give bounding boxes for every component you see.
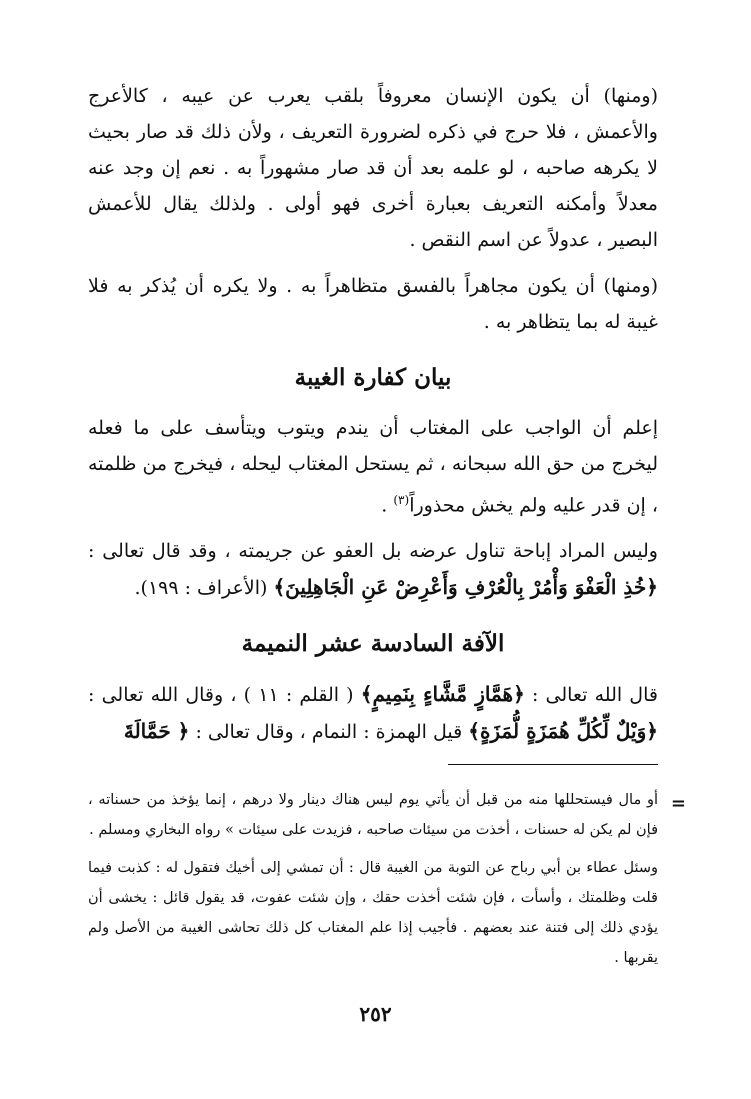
humaza-explanation: قيل الهمزة : النمام ، وقال تعالى : [195, 721, 463, 744]
page-number: ٢٥٢ [359, 1002, 392, 1026]
verse-reference-qalam: ( القلم : ١١ ) ، وقال الله تعالى : [88, 684, 354, 707]
paragraph-repentance [88, 410, 658, 523]
paragraph-known-nickname: (ومنها) أن يكون الإنسان معروفاً بلقب يعرب عن عيبه ، كالأعرج والأعمش ، فلا حرج في ذكره لضرورة التعريف ، ولأن ذلك قد صار بحيث لا يكرهه صاحبه ، لو علمه بعد أن قد صار مشهوراً به . نعم إن وجد عنه معدلاً وأمكنه التعريف بعبارة أخرى فهو أولى . ولذلك يقال للأعمش البصير ، عدولاً عن اسم النقص . [88, 85, 658, 251]
footnote-separator [448, 764, 658, 765]
namima-intro: قال الله تعالى : [531, 684, 658, 707]
section-heading-expiation: بيان كفارة الغيبة [294, 364, 452, 391]
quran-verse-masad: ﴿ حَمَّالَةَ [123, 719, 190, 744]
repentance-text: إعلم أن الواجب على المغتاب أن يندم ويتوب ويتأسف على ما فعله ليخرج من حق الله سبحانه ، ثم يستحل المغتاب ليحله ، فيخرج من ظلمته ، إن قدر عليه ولم يخش محذوراً [88, 417, 658, 517]
quran-verse-qalam: ﴿هَمَّازٍ مَّشَّاءٍ بِنَمِيمٍ﴾ [360, 682, 525, 707]
paragraph-open-sinner: (ومنها) أن يكون مجاهراً بالفسق متظاهراً به . ولا يكره أن يُذكر به فلا غيبة له بما يتظاهر به . [88, 275, 658, 333]
page-content [88, 78, 686, 973]
quran-verse-humaza: ﴿وَيْلٌ لِّكُلِّ هُمَزَةٍ لُّمَزَةٍ﴾ [468, 719, 658, 744]
section-heading-namima: الآفة السادسة عشر النميمة [241, 630, 505, 658]
paragraph-namima-verses [88, 676, 658, 750]
footnote-reference: (٣) [393, 493, 410, 507]
footnote-continuation-marker: = [670, 793, 686, 815]
quran-verse-araf: ﴿خُذِ الْعَفْوَ وَأْمُرْ بِالْعُرْفِ وَأَعْرِضْ عَنِ الْجَاهِلِينَ﴾ [273, 575, 658, 600]
sentence-end: . [381, 494, 388, 517]
footnote-hadith: أو مال فيستحللها منه من قبل أن يأتي يوم ليس هناك دينار ولا درهم ، إنما يؤخذ من حسناته ، فإن لم يكن له حسنات ، أخذت من سيئات صاحبه ، فزيدت على سيئات » رواه البخاري ومسلم . [88, 792, 658, 839]
paragraph-forgiveness [88, 533, 658, 606]
forgiveness-text: وليس المراد إباحة تناول عرضه بل العفو عن جريمته ، وقد قال تعالى : [88, 540, 658, 563]
footnote-ata: وسئل عطاء بن أبي رباح عن التوبة من الغيبة قال : أن تمشي إلى أخيك فتقول له : كذبت فيما قلت وظلمتك ، وأسأت ، فإن شئت أخذت حقك ، وإن شئت عفوت، قد يقول قائل : يخشى أن يؤدي ذلك إلى فتنة عند بعضهم . فأجيب إذا علم المغتاب كل ذلك تحاشى الغيبة من الأصل ولم يقربها . [88, 860, 658, 967]
footnotes-section [88, 785, 686, 973]
verse-reference-araf: (الأعراف : ١٩٩). [134, 577, 268, 600]
